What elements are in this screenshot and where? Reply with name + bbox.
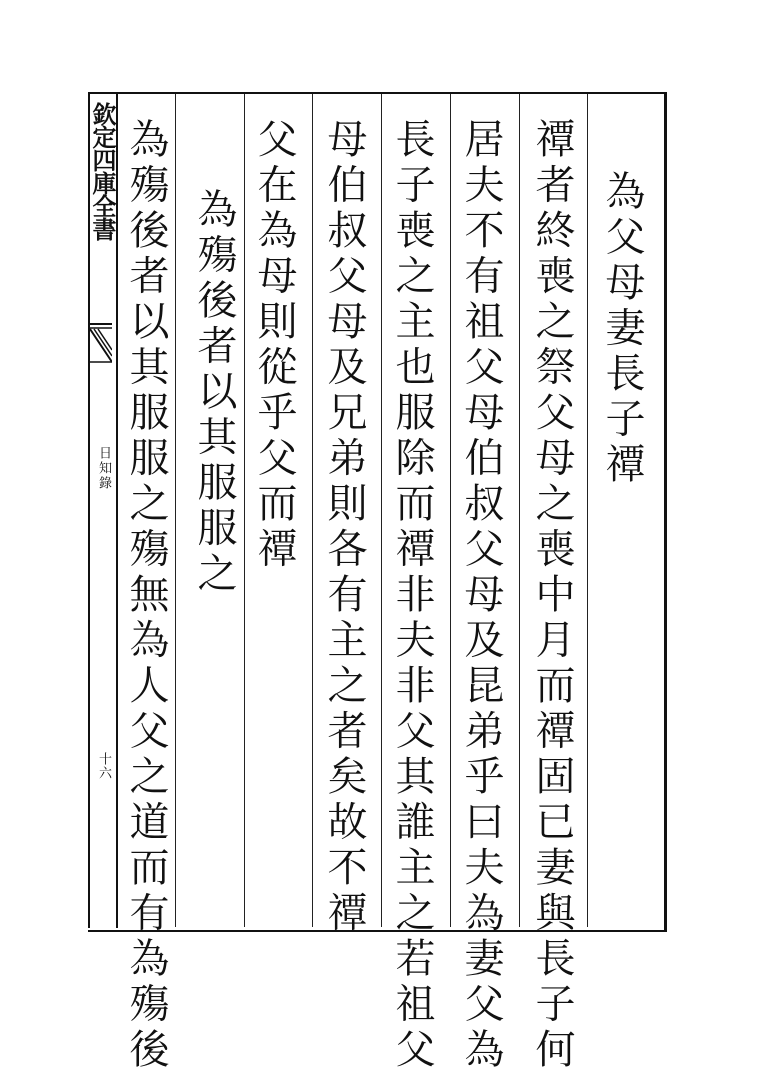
column-rule — [175, 94, 176, 927]
column-rule — [244, 94, 245, 927]
column-rule — [381, 94, 382, 927]
fish-tail-mark-icon — [90, 322, 112, 366]
column-rule — [312, 94, 313, 927]
column-rule — [450, 94, 451, 927]
column-rule — [587, 94, 588, 927]
series-title: 欽定四庫全書 — [88, 102, 117, 240]
page-number: 十六 — [96, 752, 111, 780]
text-column: 母伯叔父母及兄弟則各有主之者矣故不禫 — [321, 118, 367, 937]
book-name: 日知錄 — [96, 446, 111, 491]
section-heading: 為殤後者以其服服之 — [191, 188, 237, 598]
text-column: 為殤後者以其服服之殤無為人父之道而有為殤後 — [123, 118, 169, 1074]
text-column: 長子喪之主也服除而禫非夫非父其誰主之若祖父 — [389, 118, 435, 1074]
text-column: 父在為母則從乎父而禫 — [251, 118, 297, 573]
text-column: 禫者終喪之祭父母之喪中月而禫固已妻與長子何 — [529, 118, 575, 1074]
column-rule — [519, 94, 520, 927]
section-heading: 為父母妻長子禫 — [599, 170, 645, 489]
text-column: 居夫不有祖父母伯叔父母及昆弟乎曰夫為妻父為 — [458, 118, 504, 1074]
